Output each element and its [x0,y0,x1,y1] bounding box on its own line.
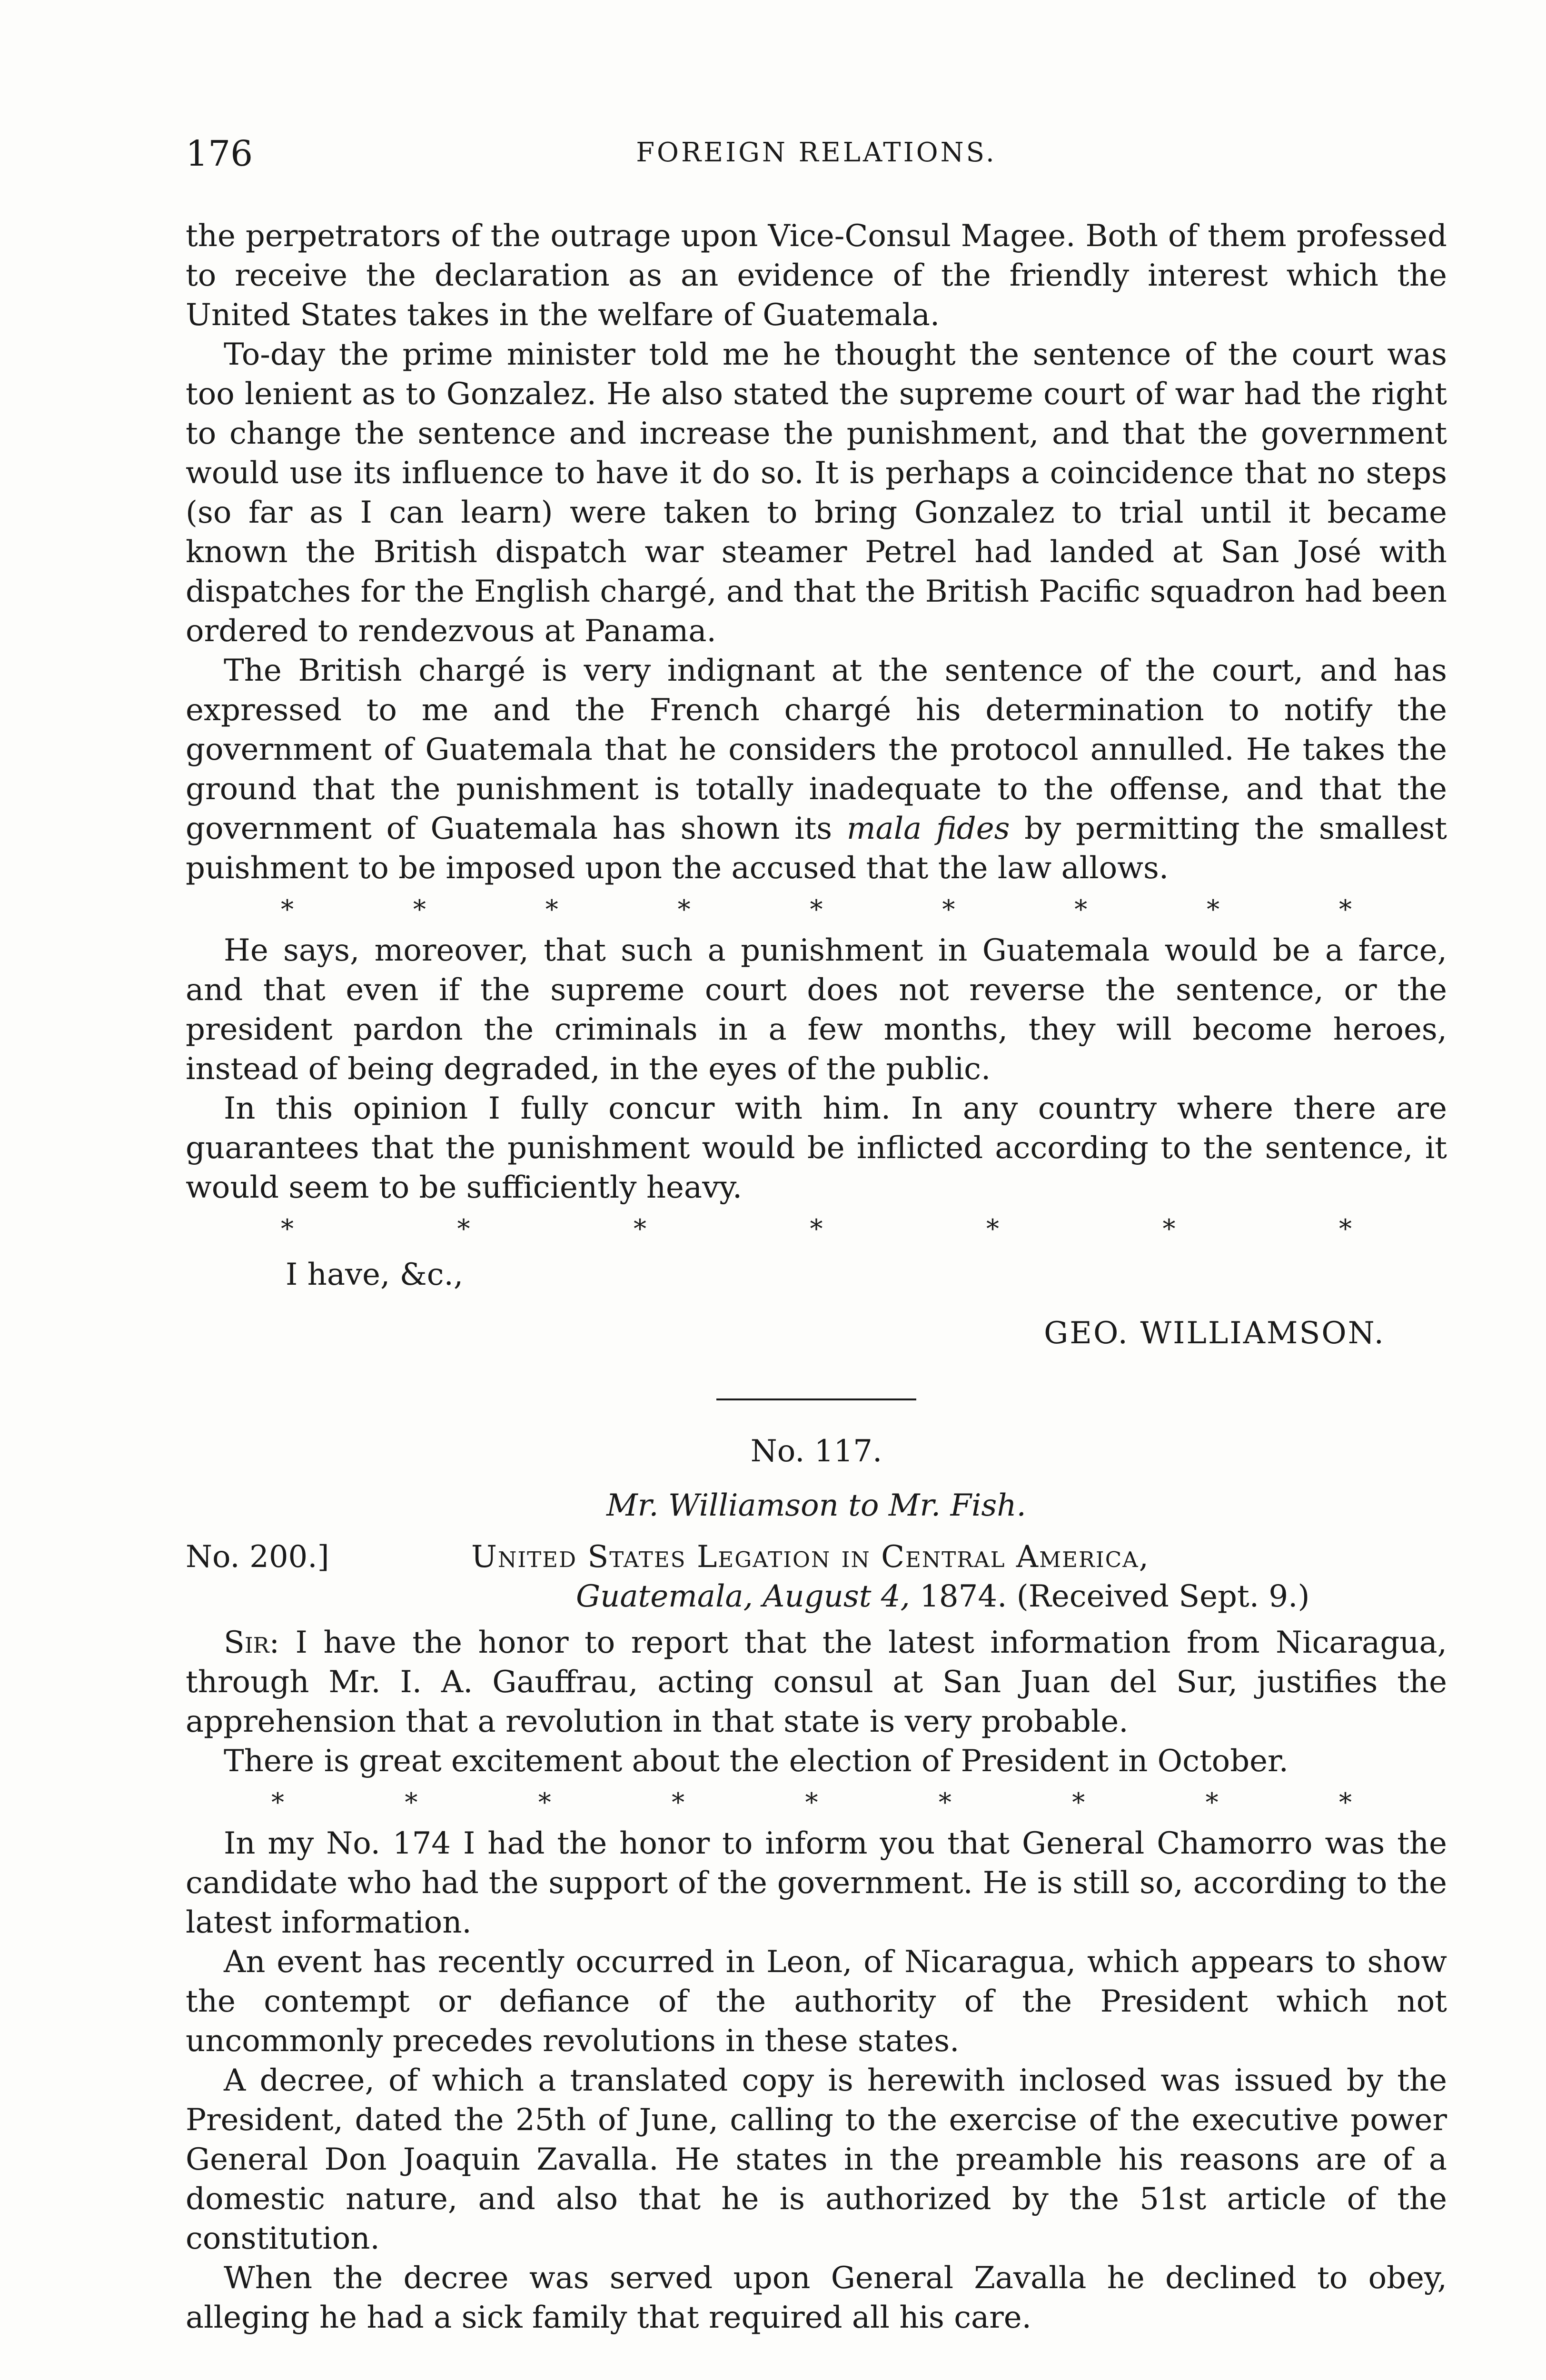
star: * [538,1787,551,1817]
paragraph: In this opinion I fully concur with him. In any country where there are guarantees that the punishment would be inflicted according to the sentence, it would seem to be sufficiently heavy. [186,1091,1447,1205]
page-header [186,133,1447,186]
paragraph [186,1623,1447,1742]
closing: I have, &c., [286,1257,464,1292]
dateline-block [186,1537,1447,1623]
paragraph-text: by permitting the smallest puishment to be imposed upon the accused that the law allows. [186,811,1447,886]
paragraph: When the decree was served upon General Zavalla he declined to obey, alleging he had a sick family that required all his care. [186,2261,1447,2335]
star: * [1162,1214,1176,1244]
main-column [186,217,1447,2338]
star: * [810,1214,823,1244]
star: * [672,1787,685,1817]
paragraph: the perpetrators of the outrage upon Vice-Consul Magee. Both of them professed to receive the declaration as an evidence of the friendly interest which the United States takes in the welfare of Guatemala. [186,218,1447,333]
star: * [281,894,294,924]
star: * [942,894,955,924]
paragraph-text: I have the honor to report that the latest information from Nicaragua, through Mr. I. A. Gauffrau, acting consul at San Juan del Sur, justifies the apprehension that a revolution in that state is very probable. [186,1625,1447,1739]
star: * [986,1214,999,1244]
section-divider [716,1398,916,1400]
paragraph: To-day the prime minister told me he thought the sentence of the court was too lenient as to Gonzalez. He also stated the supreme court of war had the right to change the sentence and increase the punishment, and that the government would use its influence to have it do so. It is perhaps a coincidence that no steps (so far as I can learn) were taken to bring Gonzalez to trial until it became known the British dispatch war steamer Petrel had landed at San José with dispatches for the English chargé, and that the British Pacific squadron had been ordered to rendezvous at Panama. [186,337,1447,649]
star: * [457,1214,470,1244]
reference-number: No. 200.] [186,1539,329,1575]
star: * [1072,1787,1085,1817]
salutation: Sir: [224,1625,280,1660]
star: * [413,894,426,924]
star: * [545,894,558,924]
place: Guatemala, [576,1579,753,1614]
paragraph: In my No. 174 I had the honor to inform you that General Chamorro was the candidate who had the support of the government. He is still so, according to the latest information. [186,1826,1447,1940]
star: * [1339,1787,1352,1817]
paragraph: There is great excitement about the election of President in October. [224,1744,1288,1779]
star: * [1339,1214,1352,1244]
document-title: Mr. Williamson to Mr. Fish. [606,1488,1026,1523]
paragraph: A decree, of which a translated copy is herewith inclosed was issued by the President, dated the 25th of June, calling to the exercise of the executive power General Don Joaquin Zavalla. He states in the preamble his reasons are of a domestic nature, and also that he is authorized by the 51st article of the constitution. [186,2063,1447,2256]
running-head: FOREIGN RELATIONS. [636,137,997,168]
star: * [1074,894,1088,924]
ellipsis-stars [186,1781,1447,1824]
star: * [810,894,823,924]
star: * [1207,894,1220,924]
paragraph: He says, moreover, that such a punishment in Guatemala would be a farce, and that even if the supreme court does not reverse the sentence, or the president pardon the criminals in a few months, they will become heroes, instead of being degraded, in the eyes of the public. [186,933,1447,1087]
star: * [677,894,691,924]
star: * [405,1787,418,1817]
star: * [271,1787,284,1817]
page-number: 176 [186,133,253,174]
star: * [281,1214,294,1244]
document-number: No. 117. [750,1434,882,1469]
year: 1874. [920,1579,1007,1614]
dateline [576,1577,1309,1616]
ellipsis-stars [186,1208,1447,1250]
star: * [634,1214,646,1244]
paragraph [186,651,1447,888]
star: * [1205,1787,1219,1817]
signature: GEO. WILLIAMSON. [1044,1316,1385,1351]
paragraph: An event has recently occurred in Leon, of Nicaragua, which appears to show the contempt or defiance of the authority of the President which not uncommonly precedes revolutions in these states. [186,1944,1447,2059]
received-note: (Received Sept. 9.) [1016,1579,1310,1614]
star: * [805,1787,818,1817]
star: * [1339,894,1352,924]
paragraph-text: The British chargé is very indignant at the sentence of the court, and has expressed to me and the French chargé his determination to notify the government of Guatemala that he considers the protocol annulled. He takes the ground that the punishment is totally inadequate to the offense, and that the government of Guatemala has shown its [186,653,1447,846]
star: * [938,1787,951,1817]
ellipsis-stars [186,888,1447,931]
date: August 4, [763,1579,910,1614]
italic-phrase: mala fides [846,811,1010,846]
legation-heading: United States Legation in Central America, [471,1539,1150,1575]
